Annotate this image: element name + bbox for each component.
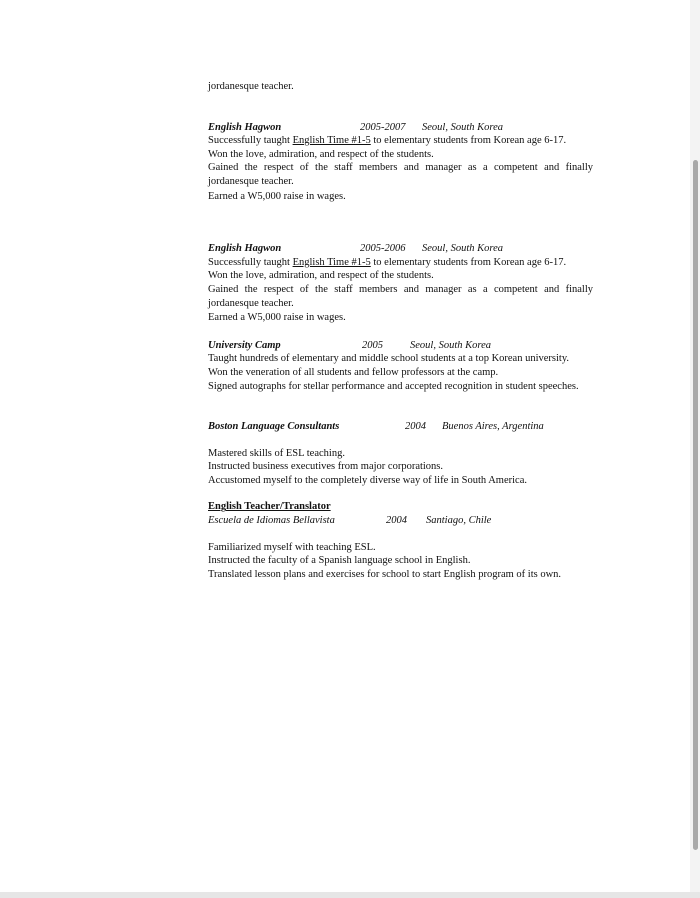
job-line-2: Won the love, admiration, and respect of the students. bbox=[208, 148, 434, 160]
text-segment: Successfully taught bbox=[208, 256, 293, 268]
page-bottom-edge bbox=[0, 892, 700, 898]
resume-content bbox=[208, 80, 593, 581]
job-org: Boston Language Consultants bbox=[208, 421, 340, 433]
job-org: Escuela de Idiomas Bellavista bbox=[208, 515, 335, 527]
job-location: Seoul, South Korea bbox=[410, 339, 491, 351]
job-line-1 bbox=[208, 134, 593, 148]
job-entry-3 bbox=[208, 339, 593, 393]
job-line-3: Translated lesson plans and exercises for school to start English program of its own. bbox=[208, 568, 562, 580]
job-header bbox=[208, 514, 593, 528]
job-line-1 bbox=[208, 256, 593, 270]
job-entry-2 bbox=[208, 242, 593, 325]
job-years: 2005-2007 bbox=[360, 121, 406, 133]
course-link: English Time #1-5 bbox=[292, 135, 371, 147]
job-line-3: Accustomed myself to the completely diverse way of life in South America. bbox=[208, 474, 527, 486]
job-entry-1 bbox=[208, 121, 593, 204]
text-segment: Successfully taught bbox=[208, 135, 293, 147]
job-line-2: Instructed business executives from major corporations. bbox=[208, 461, 444, 473]
job-line-2: Won the love, admiration, and respect of the students. bbox=[208, 270, 434, 282]
job-location: Buenos Aires, Argentina bbox=[442, 421, 544, 433]
text-segment: to elementary students from Korean age 6-17. bbox=[370, 135, 567, 147]
job-org: University Camp bbox=[208, 339, 281, 351]
job-line-2: Instructed the faculty of a Spanish language school in English. bbox=[208, 555, 471, 567]
job-entry-5 bbox=[208, 500, 593, 581]
job-years: 2005-2006 bbox=[360, 243, 406, 255]
job-location: Seoul, South Korea bbox=[422, 243, 503, 255]
job-header bbox=[208, 420, 593, 434]
job-entry-4 bbox=[208, 420, 593, 487]
job-header bbox=[208, 242, 593, 256]
job-line-3: Signed autographs for stellar performance and accepted recognition in student speeches. bbox=[208, 380, 579, 392]
job-line-1: Taught hundreds of elementary and middle school students at a top Korean university. bbox=[208, 353, 570, 365]
scrollbar-thumb[interactable] bbox=[693, 160, 698, 850]
job-line-4: Earned a W5,000 raise in wages. bbox=[208, 190, 346, 202]
intro-line: jordanesque teacher. bbox=[208, 81, 294, 92]
job-org: English Hagwon bbox=[208, 121, 282, 133]
job-line-3: Gained the respect of the staff members and manager as a competent and finally jordanesque teacher. bbox=[208, 283, 593, 309]
job-location: Seoul, South Korea bbox=[422, 121, 503, 133]
job-title: English Teacher/Translator bbox=[208, 501, 331, 513]
job-line-4: Earned a W5,000 raise in wages. bbox=[208, 312, 346, 324]
job-location: Santiago, Chile bbox=[426, 515, 492, 527]
job-years: 2005 bbox=[362, 339, 383, 351]
job-header bbox=[208, 121, 593, 135]
job-line-2: Won the veneration of all students and fellow professors at the camp. bbox=[208, 366, 499, 378]
job-line-1: Mastered skills of ESL teaching. bbox=[208, 447, 345, 459]
job-years: 2004 bbox=[405, 421, 426, 433]
text-segment: to elementary students from Korean age 6-17. bbox=[370, 256, 567, 268]
job-org: English Hagwon bbox=[208, 243, 282, 255]
job-line-3: Gained the respect of the staff members and manager as a competent and finally jordanesque teacher. bbox=[208, 162, 593, 187]
job-header bbox=[208, 339, 593, 353]
job-line-1: Familiarized myself with teaching ESL. bbox=[208, 541, 376, 553]
course-link: English Time #1-5 bbox=[292, 256, 371, 268]
job-years: 2004 bbox=[386, 515, 407, 527]
vertical-scrollbar[interactable] bbox=[690, 0, 700, 898]
